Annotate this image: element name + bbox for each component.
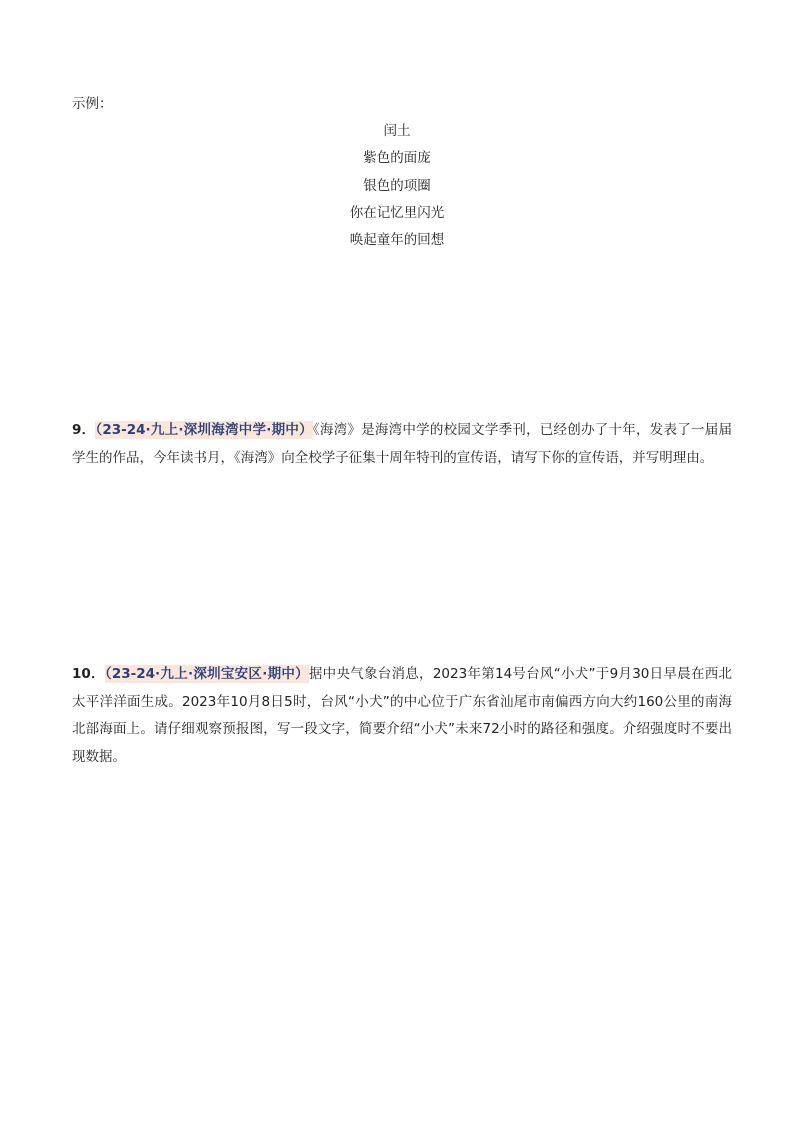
question-number: 10． — [72, 666, 105, 682]
poem-line: 唤起童年的回想 — [349, 232, 445, 249]
question-text: 据中央气象台消息，2023年第14号台风“小犬”于9月30日早晨在西北太平洋洋面生成。2023年10月8日5时，台风“小犬”的中心位于广东省汕尾市南偏西方向大约160公里的南海北部海面上。请仔细观察预报图，写一段文字，简要介绍“小犬”未来72小时的路径和强度。介绍强度时不要出现数据。 — [72, 666, 732, 765]
question-10 — [72, 661, 732, 771]
question-text: 《海湾》是海湾中学的校园文学季刊，已经创办了十年，发表了一届届学生的作品，今年读书月，《海湾》向全校学子征集十周年特刊的宣传语，请写下你的宣传语，并写明理由。 — [72, 422, 733, 466]
example-label: 示例： — [72, 96, 113, 112]
poem-line: 银色的项圈 — [363, 177, 431, 194]
question-number: 9． — [72, 422, 96, 438]
question-source-tag: （23-24·九上·深圳宝安区·期中） — [104, 666, 309, 682]
example-poem — [0, 121, 794, 257]
question-source-tag: （23-24·九上·深圳海湾中学·期中） — [95, 422, 313, 438]
poem-line: 你在记忆里闪光 — [349, 204, 445, 221]
poem-line: 紫色的面庞 — [363, 150, 431, 167]
poem-title: 闰土 — [383, 123, 411, 139]
question-9 — [72, 417, 732, 472]
